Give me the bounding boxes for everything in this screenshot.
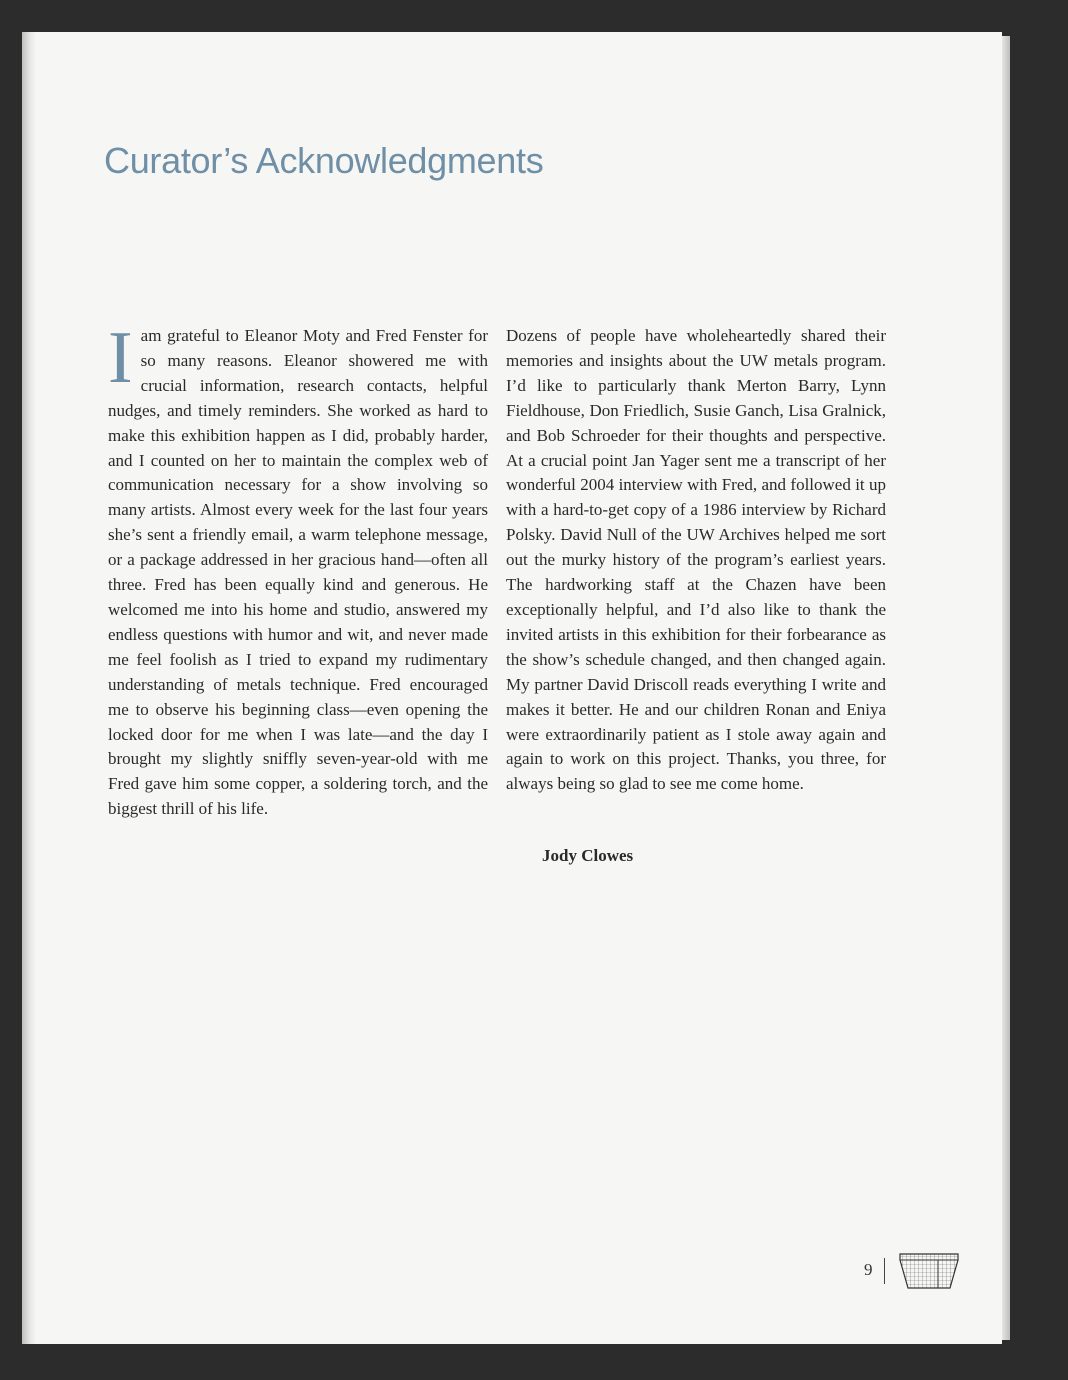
page-binding-shadow — [22, 32, 36, 1344]
right-column — [506, 324, 886, 797]
folio-divider — [884, 1258, 885, 1284]
left-column — [108, 317, 488, 822]
book-page — [22, 32, 1002, 1344]
right-column-text: Dozens of people have wholeheartedly shared their memories and insights about the UW metals program. I’d like to particularly thank Merton Barry, Lynn Fieldhouse, Don Friedlich, Susie Ganch, Lisa Gralnick, and Bob Schroeder for their thoughts and perspective. At a crucial point Jan Yager sent me a transcript of her wonderful 2004 interview with Fred, and followed it up with a hard-to-get copy of a 1986 interview by Richard Polsky. David Null of the UW Archives helped me sort out the murky history of the program’s earliest years. The hardworking staff at the Chazen have been exceptionally helpful, and I’d also like to thank the invited artists in this exhibition for their forbearance as the show’s schedule changed, and then changed again. My partner David Driscoll reads everything I write and makes it better. He and our children Ronan and Eniya were extraordinarily patient as I stole away again and again to work on this project. Thanks, you three, for always being so glad to see me come home. — [506, 326, 886, 794]
grid-vessel-icon — [898, 1252, 960, 1292]
signature: Jody Clowes — [542, 846, 634, 865]
left-column-text: am grateful to Eleanor Moty and Fred Fenster for so many reasons. Eleanor showered me with crucial information, research contacts, helpful nudges, and timely reminders. She worked as hard to make this exhibition happen as I did, probably harder, and I counted on her to maintain the complex web of communication necessary for a show involving so many artists. Almost every week for the last four years she’s sent a friendly email, a warm telephone message, or a package addressed in her gracious hand—often all three. Fred has been equally kind and generous. He welcomed me into his home and studio, answered my endless questions with humor and wit, and never made me feel foolish as I tried to expand my rudimentary understanding of metals technique. Fred encouraged me to observe his beginning class—even opening the locked door for me when I was late—and the day I brought my slightly sniffly seven-year-old with me Fred gave him some copper, a soldering torch, and the biggest thrill of his life. — [108, 326, 488, 819]
page-title: Curator’s Acknowledgments — [104, 140, 544, 181]
drop-cap: I — [108, 317, 133, 399]
page-number: 9 — [864, 1260, 873, 1279]
page-edge — [1002, 36, 1010, 1340]
